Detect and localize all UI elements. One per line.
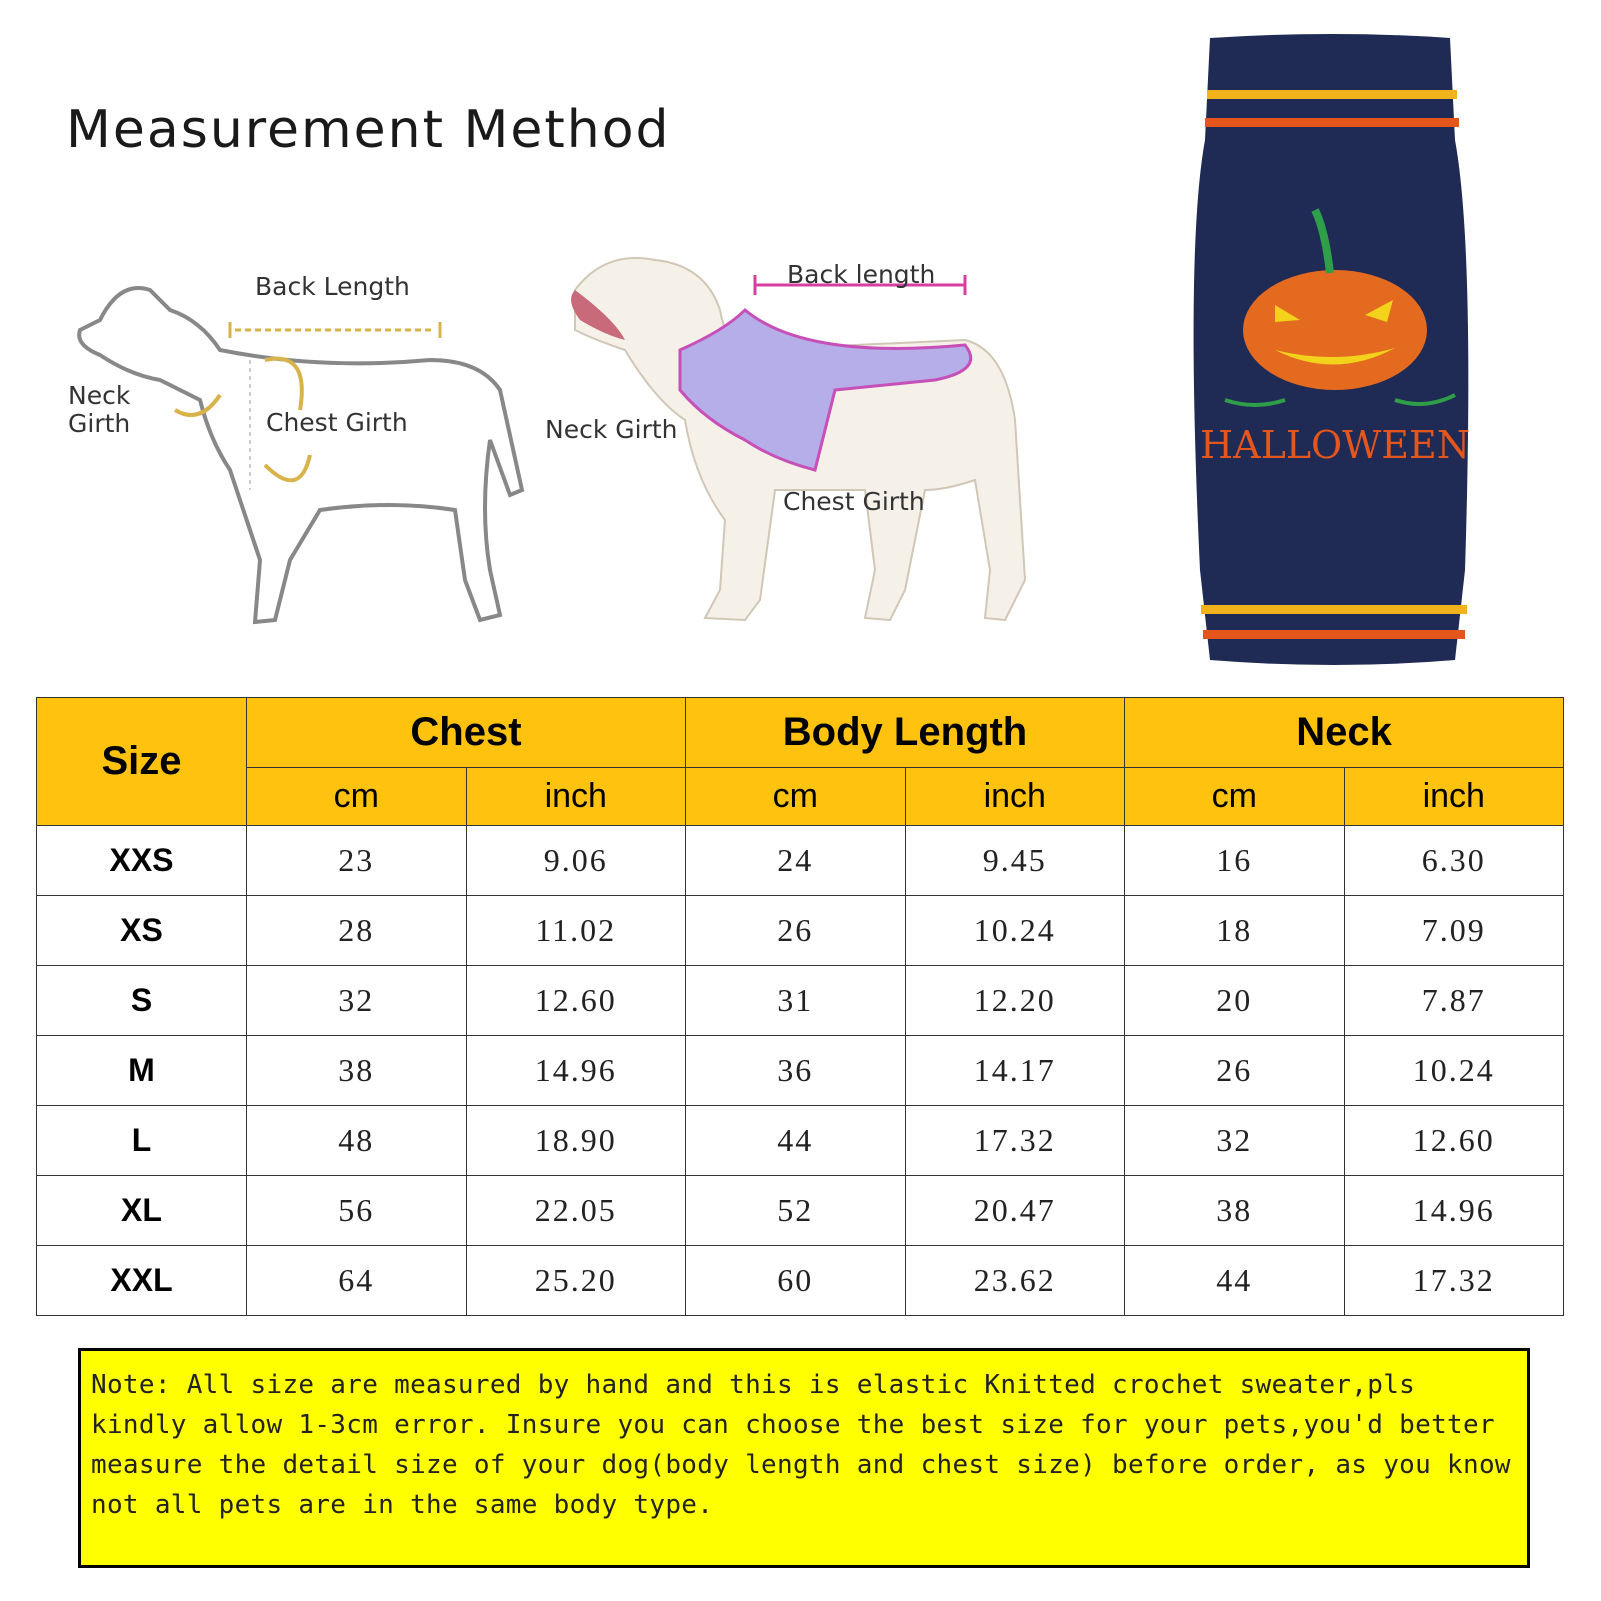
measurement-cell: 10.24 [905,896,1125,966]
measurement-cell: 17.32 [905,1106,1125,1176]
body-length-group-header: Body Length [686,698,1125,768]
neck-group-header: Neck [1125,698,1564,768]
table-row [37,1176,1564,1246]
neck-girth-label: Neck Girth [545,415,678,444]
note-line: kindly allow 1-3cm error. Insure you can choose the best size for your pets,you'd better [91,1410,1495,1440]
size-cell: L [37,1106,247,1176]
unit-header: inch [1344,768,1564,826]
measurement-cell: 32 [1125,1106,1345,1176]
note-line: Note: All size are measured by hand and this is elastic Knitted crochet sweater,pls [91,1370,1416,1400]
outline-dog-diagram [60,260,540,660]
table-row [37,1106,1564,1176]
measurement-cell: 60 [686,1246,906,1316]
size-column-header: Size [37,698,247,826]
measurement-cell: 20.47 [905,1176,1125,1246]
colored-dog-diagram [545,240,1065,660]
chest-girth-label: Chest Girth [783,487,925,516]
back-length-label: Back length [787,260,936,289]
neck-girth-label: Neck Girth [68,381,131,438]
size-cell: M [37,1036,247,1106]
measurement-cell: 23 [247,826,467,896]
measurement-cell: 18.90 [466,1106,686,1176]
measurement-cell: 10.24 [1344,1036,1564,1106]
measurement-cell: 36 [686,1036,906,1106]
size-cell: XS [37,896,247,966]
measurement-cell: 11.02 [466,896,686,966]
note-line: not all pets are in the same body type. [91,1490,714,1520]
unit-header: cm [686,768,906,826]
measurement-cell: 12.60 [1344,1106,1564,1176]
measurement-cell: 12.60 [466,966,686,1036]
measurement-cell: 17.32 [1344,1246,1564,1316]
measurement-cell: 7.87 [1344,966,1564,1036]
table-row [37,1036,1564,1106]
measurement-cell: 26 [686,896,906,966]
measurement-cell: 52 [686,1176,906,1246]
page-title: Measurement Method [66,100,671,160]
measurement-cell: 48 [247,1106,467,1176]
measurement-cell: 26 [1125,1036,1345,1106]
size-chart-table [36,697,1564,1316]
measurement-cell: 28 [247,896,467,966]
size-cell: XXL [37,1246,247,1316]
measurement-cell: 44 [1125,1246,1345,1316]
measurement-cell: 38 [247,1036,467,1106]
measurement-cell: 18 [1125,896,1345,966]
size-cell: S [37,966,247,1036]
measurement-cell: 56 [247,1176,467,1246]
measurement-cell: 9.45 [905,826,1125,896]
measurement-cell: 38 [1125,1176,1345,1246]
table-row [37,966,1564,1036]
table-row [37,1246,1564,1316]
note-line: measure the detail size of your dog(body length and chest size) before order, as you know [91,1450,1511,1480]
chest-group-header: Chest [247,698,686,768]
measurement-cell: 25.20 [466,1246,686,1316]
table-row [37,826,1564,896]
measurement-cell: 22.05 [466,1176,686,1246]
measurement-cell: 14.96 [1344,1176,1564,1246]
measurement-cell: 9.06 [466,826,686,896]
outline-dog-illustration [60,260,540,660]
size-cell: XL [37,1176,247,1246]
unit-header: inch [466,768,686,826]
note-box [78,1348,1530,1568]
measurement-cell: 12.20 [905,966,1125,1036]
halloween-text: HALLOWEEN [1200,423,1470,467]
size-cell: XXS [37,826,247,896]
measurement-cell: 6.30 [1344,826,1564,896]
sweater-product-image [1165,30,1505,670]
back-length-label: Back Length [255,272,410,301]
measurement-cell: 16 [1125,826,1345,896]
unit-header: cm [247,768,467,826]
measurement-cell: 23.62 [905,1246,1125,1316]
halloween-sweater [1165,30,1505,670]
measurement-cell: 14.17 [905,1036,1125,1106]
measurement-cell: 31 [686,966,906,1036]
labrador-illustration [545,240,1065,660]
measurement-cell: 14.96 [466,1036,686,1106]
measurement-cell: 20 [1125,966,1345,1036]
measurement-cell: 64 [247,1246,467,1316]
measurement-cell: 44 [686,1106,906,1176]
unit-header: cm [1125,768,1345,826]
chest-girth-label: Chest Girth [266,408,408,437]
table-row [37,896,1564,966]
measurement-cell: 7.09 [1344,896,1564,966]
unit-header: inch [905,768,1125,826]
measurement-cell: 32 [247,966,467,1036]
measurement-cell: 24 [686,826,906,896]
